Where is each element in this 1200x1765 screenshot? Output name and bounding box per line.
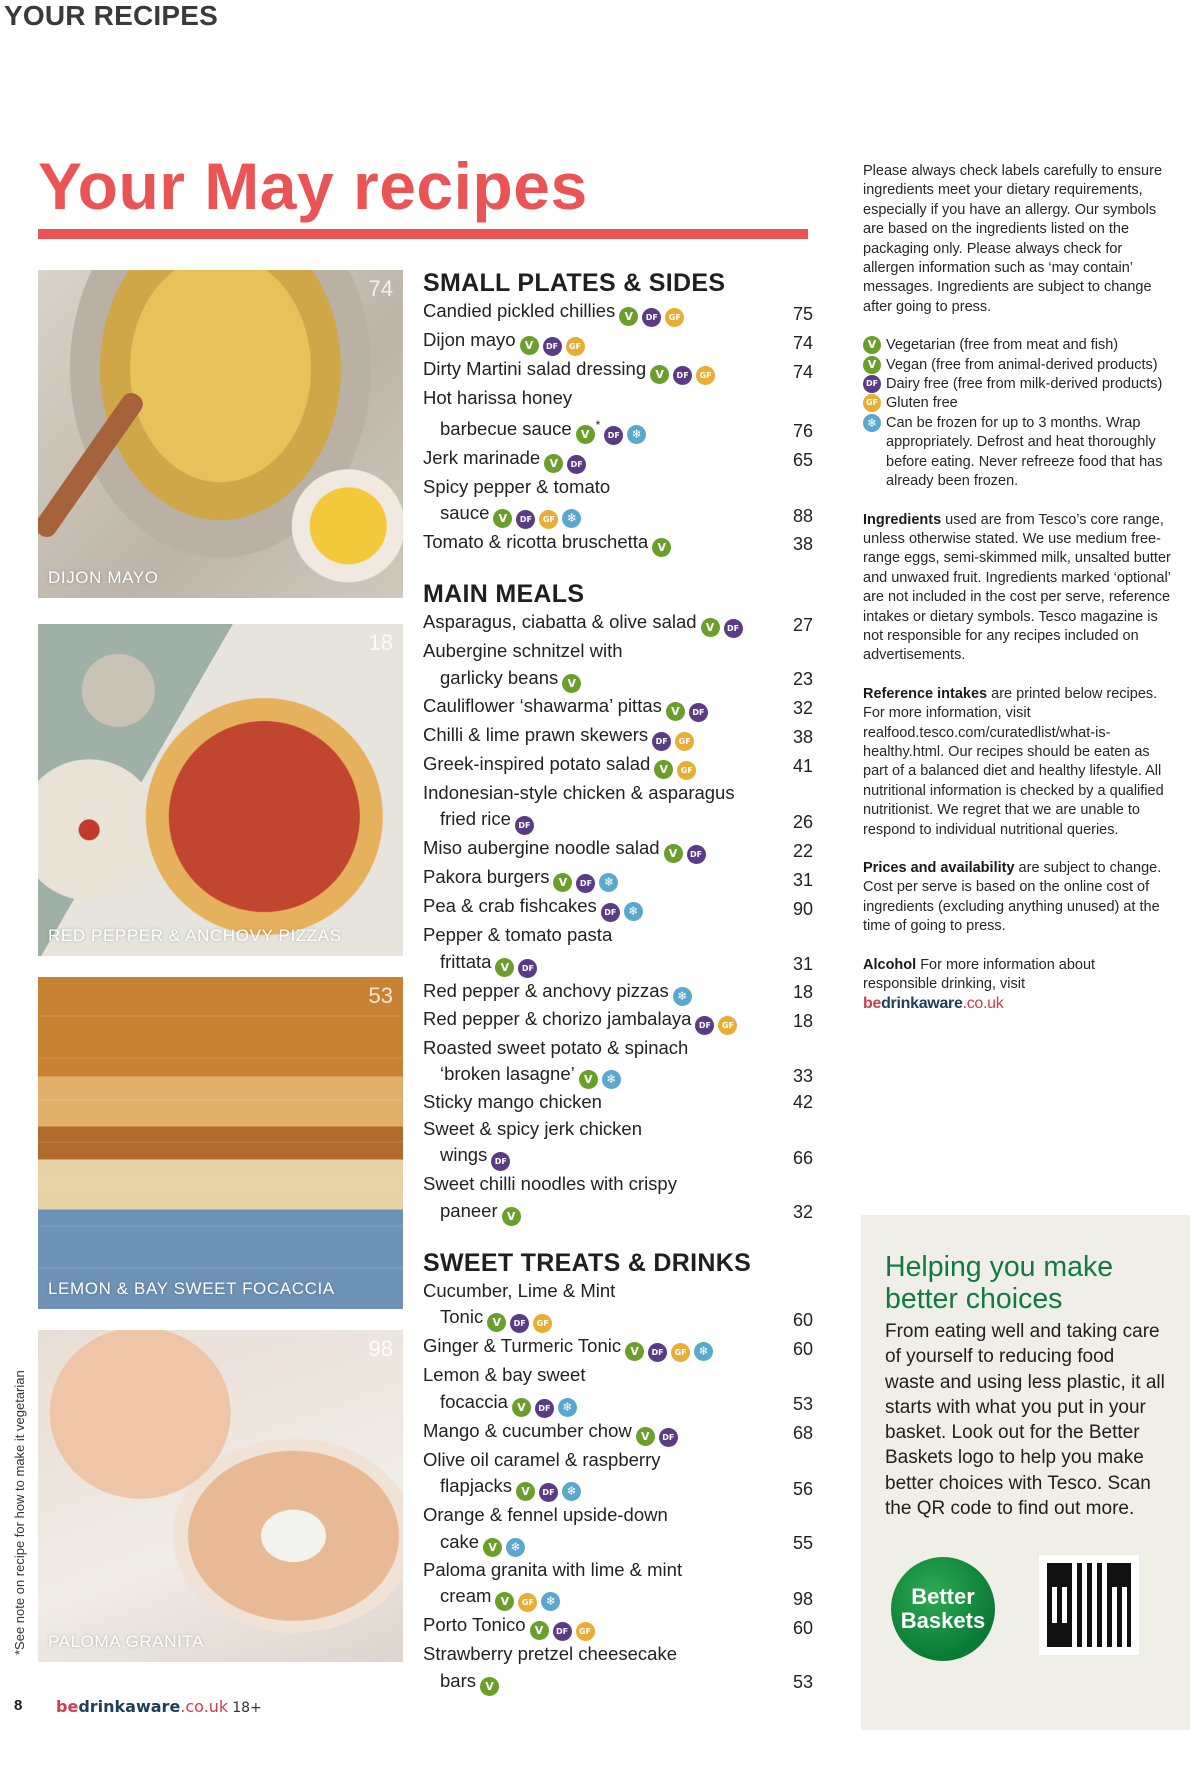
dairy-free-icon: DF [689,703,708,722]
qr-code-pattern [1047,1563,1131,1647]
recipe-entry[interactable] [423,1035,813,1090]
dairy-free-icon: DF [543,337,562,356]
recipe-entry[interactable] [423,693,813,722]
vegetarian-icon: V [579,1070,598,1089]
dairy-free-icon: DF [515,816,534,835]
dairy-free-icon: DF [516,510,535,529]
recipe-entry[interactable] [423,1641,813,1696]
vegan-icon: V [516,1482,535,1501]
recipe-page-number: 75 [792,303,813,324]
recipe-name: Red pepper & chorizo jambalaya [423,1007,692,1029]
symbol-legend [863,336,1173,491]
vegan-icon: V [544,454,563,473]
dairy-free-icon: DF [491,1152,510,1171]
recipe-page-number: 32 [792,698,813,718]
recipe-page-number: 23 [792,669,813,689]
recipe-name-continued: cream [440,1585,492,1606]
recipe-name: Paloma granita with lime & mint [423,1558,683,1580]
vegan-icon: V [664,844,683,863]
vegan-icon: V [493,509,512,528]
ingredients-heading: Ingredients [863,511,942,528]
recipe-entry[interactable] [423,1612,813,1641]
vegan-icon: V [650,365,669,384]
photo-red-pepper-pizzas [38,624,403,956]
recipe-page-number: 88 [792,505,813,526]
dairy-free-icon: DF [642,308,661,327]
recipe-name-continued: fried rice [440,808,511,829]
recipe-index [423,268,813,1718]
gluten-free-icon: GF [665,308,684,327]
recipe-name: Porto Tonico [423,1614,526,1635]
freezable-icon: ❄ [673,987,692,1006]
vegan-icon: V [666,702,685,721]
dairy-free-icon: DF [601,903,620,922]
gluten-free-icon: GF [539,510,558,529]
recipe-entry[interactable] [423,1418,813,1447]
recipe-entry[interactable] [423,893,813,922]
recipe-entry[interactable] [423,356,813,385]
vegan-icon: V [512,1398,531,1417]
vegetarian-icon: V [654,760,673,779]
recipe-page-number: 98 [792,1588,813,1609]
recipe-name: Orange & fennel upside-down [423,1504,668,1525]
recipe-page-number: 33 [792,1065,813,1086]
recipe-entry[interactable] [423,1006,813,1035]
photo-paloma-granita [38,1330,403,1662]
recipe-name-continued: Tonic [440,1306,484,1327]
recipe-name-continued: garlicky beans [440,666,559,688]
photo-lemon-bay-focaccia [38,977,403,1309]
vegetarian-icon: V [562,674,581,693]
recipe-page-number: 41 [792,756,813,776]
recipe-entry[interactable] [423,1333,813,1362]
recipe-entry[interactable] [423,385,813,445]
recipe-name: Strawberry pretzel cheesecake [423,1643,677,1664]
prices-heading: Prices and availability [863,860,1015,876]
freezable-icon: ❄ [562,509,581,528]
dairy-free-icon: DF [652,732,671,751]
recipe-name-continued: barbecue sauce [440,417,572,439]
recipe-name: Hot harissa honey [423,387,573,408]
gluten-free-icon: GF [566,337,585,356]
vegetarian-icon: V [863,336,881,354]
vegetarian-icon: V [495,958,514,977]
vegan-icon: V [487,1313,506,1332]
recipe-page-number: 53 [792,1394,813,1414]
vegetarian-icon: V [520,336,539,355]
better-baskets-body: From eating well and taking care of yourself to reducing food waste and using less plastic, it all starts with what you put in your basket. Look out for the Better Baskets logo to help you make better choices with Tesco. Scan the QR code to find out more. [885,1321,1165,1520]
dairy-free-icon: DF [576,874,595,893]
vegan-icon: V [636,1427,655,1446]
freezable-icon: ❄ [627,425,646,444]
drinkaware-link[interactable]: bedrinkaware.co.uk [863,995,1004,1013]
recipe-entry[interactable] [423,1362,813,1418]
recipe-entry[interactable] [423,1089,813,1116]
freezable-icon: ❄ [558,1398,577,1417]
recipe-page-number: 74 [792,332,813,353]
freezable-icon: ❄ [863,414,881,432]
dairy-free-icon: DF [539,1483,558,1502]
dairy-free-icon: DF [604,426,623,445]
photo-page-number: 98 [368,1336,393,1361]
recipe-name: Cauliflower ‘shawarma’ pittas [423,694,662,716]
legend-item: DF Dairy free (free from milk-derived products) [863,375,1173,394]
dairy-free-icon: DF [659,1428,678,1447]
recipe-name: Pea & crab fishcakes [423,895,597,916]
recipe-entry[interactable] [423,327,813,356]
recipe-category [423,268,813,557]
recipe-name: Candied pickled chillies [423,300,616,321]
photo-caption: LEMON & BAY SWEET FOCACCIA [48,1279,335,1298]
recipe-page-number: 66 [792,1147,813,1168]
recipe-name: Lemon & bay sweet [423,1364,586,1385]
freezable-icon: ❄ [694,1342,713,1361]
reference-intakes-heading: Reference intakes [863,685,988,702]
vegan-icon: V [701,618,720,637]
dairy-free-icon: DF [553,1622,572,1641]
recipe-entry[interactable] [423,474,813,530]
gluten-free-icon: GF [576,1622,595,1641]
dairy-free-icon: DF [510,1314,529,1333]
recipe-page-number: 42 [792,1092,813,1112]
recipe-name: Dijon mayo [423,329,516,350]
vegetarian-icon: V [495,1592,514,1611]
recipe-name: Chilli & lime prawn skewers [423,723,649,745]
recipe-entry[interactable] [423,780,813,836]
recipe-name: Olive oil caramel & raspberry [423,1448,661,1470]
gluten-free-icon: GF [696,366,715,385]
recipe-name: Cucumber, Lime & Mint [423,1279,616,1301]
gluten-free-icon: GF [671,1343,690,1362]
recipe-page-number: 18 [792,1011,813,1031]
gluten-free-icon: GF [675,732,694,751]
gluten-free-icon: GF [533,1314,552,1333]
recipe-page-number: 31 [792,869,813,890]
recipe-category [423,1248,813,1696]
recipe-page-number: 26 [792,811,813,832]
category-heading: MAIN MEALS [423,580,585,608]
recipe-name-continued: frittata [440,950,492,972]
freezable-icon: ❄ [599,873,618,892]
recipe-page-number: 38 [792,727,813,747]
alcohol-note: Alcohol For more information about responsible drinking, visit [863,956,1096,993]
page-number: 8 [14,1697,23,1714]
recipe-page-number: 76 [792,421,813,441]
recipe-page-number: 65 [792,450,813,470]
vegan-icon: V [625,1342,644,1361]
better-baskets-logo: Better Baskets [891,1557,995,1661]
recipe-name: Tomato & ricotta bruschetta [423,531,649,552]
footnote-asterisk: * [595,417,601,432]
recipe-entry[interactable] [423,1278,813,1334]
recipe-page-number: 60 [792,1338,813,1359]
recipe-page-number: 22 [792,840,813,861]
recipe-entry[interactable] [423,1502,813,1557]
gluten-free-icon: GF [863,394,881,412]
photo-caption: DIJON MAYO [48,568,159,587]
photo-caption: RED PEPPER & ANCHOVY PIZZAS [48,926,342,945]
vegan-icon: V [553,873,572,892]
recipe-name-continued: sauce [440,502,490,523]
vegetarian-icon: V [483,1538,502,1557]
dairy-free-icon: DF [518,959,537,978]
footer [14,1697,22,1715]
recipe-entry[interactable] [423,978,813,1006]
gluten-free-icon: GF [518,1593,537,1612]
vegan-icon: V [619,307,638,326]
dairy-free-icon: DF [535,1399,554,1418]
recipe-name: Pepper & tomato pasta [423,924,613,945]
recipe-name: Indonesian-style chicken & asparagus [423,781,735,803]
info-column [863,162,1173,1014]
recipe-category [423,579,813,1226]
dairy-free-icon: DF [863,375,881,393]
better-baskets-panel [861,1215,1190,1730]
freezable-icon: ❄ [602,1070,621,1089]
recipe-entry[interactable] [423,922,813,978]
allergy-note: Please always check labels carefully to ensure ingredients meet your dietary requirements, especially if you have an allergy. Our symbols are based on the ingredients listed on the packaging only. Please always check for allergen information such as ‘may contain’ messages. Ingredients are subject to change after going to press. [863,163,1163,315]
dairy-free-icon: DF [724,619,743,638]
recipe-name: Pakora burgers [423,866,550,887]
alcohol-heading: Alcohol [863,956,917,973]
recipe-name-continued: cake [440,1530,480,1552]
dairy-free-icon: DF [687,845,706,864]
vegan-icon: V [863,356,881,374]
recipe-name-continued: paneer [440,1199,498,1221]
photo-dijon-mayo [38,270,403,598]
recipe-entry[interactable] [423,1116,813,1172]
page-title: Your May recipes [38,149,588,223]
recipe-page-number: 56 [792,1478,813,1499]
recipe-name: Red pepper & anchovy pizzas [423,979,669,1001]
recipe-page-number: 74 [792,361,813,382]
recipe-page-number: 90 [792,898,813,919]
legend-item: V Vegetarian (free from meat and fish) [863,336,1173,355]
recipe-page-number: 31 [792,954,813,974]
recipe-entry[interactable] [423,529,813,557]
recipe-page-number: 60 [792,1617,813,1638]
recipe-entry[interactable] [423,609,813,638]
freezable-icon: ❄ [624,902,643,921]
prices-note: Prices and availability are subject to change. Cost per serve is based on the online cost of ingredients (excluding anything unused) at the time of going to press. [863,860,1162,935]
freezable-icon: ❄ [562,1482,581,1501]
recipe-entry[interactable] [423,751,813,780]
legend-item: GF Gluten free [863,394,1173,413]
recipe-entry[interactable] [423,445,813,474]
recipe-entry[interactable] [423,864,813,893]
vegetarian-icon: V [502,1207,521,1226]
recipe-name: Greek-inspired potato salad [423,752,651,774]
category-heading: SWEET TREATS & DRINKS [423,1248,752,1277]
gluten-free-icon: GF [718,1016,737,1035]
photo-page-number: 74 [368,276,393,301]
recipe-name-continued: bars [440,1669,476,1691]
recipe-page-number: 32 [792,1202,813,1222]
category-heading: SMALL PLATES & SIDES [423,269,726,297]
recipe-name-continued: ‘broken lasagne’ [440,1063,575,1084]
photo-page-number: 18 [368,630,393,655]
recipe-entry[interactable] [423,722,813,751]
reference-intakes-note: Reference intakes are printed below recipes. For more information, visit realfood.tesco.com/curatedlist/what-is-healthy.html. Our recipes should be eaten as part of a balanced diet and healthy lifestyle. All nutritional information is checked by a qualified nutritionist. We regret that we are unable to respond to individual nutritional queries. [863,685,1164,838]
recipe-entry[interactable] [423,638,813,693]
recipe-name: Asparagus, ciabatta & olive salad [423,611,697,632]
dairy-free-icon: DF [648,1343,667,1362]
title-rule [38,229,808,239]
legend-item: ❄ Can be frozen for up to 3 months. Wrap appropriately. Defrost and heat thoroughly before eating. Never refreeze food that has already been frozen. [863,414,1173,492]
legend-item: V Vegan (free from animal-derived products) [863,356,1173,375]
recipe-name: Dirty Martini salad dressing [423,358,647,379]
vegetarian-icon: V [576,425,595,444]
vegetarian-icon: V [480,1677,499,1696]
recipe-page-number: 53 [792,1672,813,1692]
dairy-free-icon: DF [673,366,692,385]
recipe-name: Sweet & spicy jerk chicken [423,1117,643,1139]
recipe-name: Aubergine schnitzel with [423,640,623,661]
recipe-entry[interactable] [423,298,813,327]
ingredients-note: Ingredients used are from Tesco’s core range, unless otherwise stated. We use medium free-range eggs, semi-skimmed milk, unsalted butter and unwaxed fruit. Ingredients marked ‘optional’ are not included in the cost per serve, reference intakes or dietary symbols. Tesco magazine is not responsible for any recipes included on advertisements. [863,511,1171,664]
recipe-name-continued: flapjacks [440,1475,512,1496]
recipe-name-continued: focaccia [440,1390,508,1412]
gluten-free-icon: GF [677,761,696,780]
recipe-page-number: 60 [792,1309,813,1330]
dairy-free-icon: DF [695,1016,714,1035]
recipe-entry[interactable] [423,1447,813,1503]
footer-drinkaware[interactable]: bedrinkaware.co.uk 18+ [56,1697,262,1716]
age-restriction: 18+ [232,1700,262,1716]
recipe-name: Spicy pepper & tomato [423,475,611,497]
recipe-page-number: 38 [792,533,813,554]
vegetarian-footnote: *See note on recipe for how to make it vegetarian [12,1370,27,1655]
recipe-page-number: 68 [792,1423,813,1443]
recipe-name: Ginger & Turmeric Tonic [423,1335,622,1356]
recipe-name: Mango & cucumber chow [423,1419,632,1441]
vegetarian-icon: V [652,538,671,557]
recipe-name: Miso aubergine noodle salad [423,837,660,858]
recipe-name: Jerk marinade [423,446,541,468]
photo-page-number: 53 [368,983,393,1008]
freezable-icon: ❄ [541,1592,560,1611]
better-baskets-title: Helping you make better choices [885,1251,1114,1315]
dairy-free-icon: DF [567,455,586,474]
recipe-name: Roasted sweet potato & spinach [423,1036,689,1058]
recipe-entry[interactable] [423,835,813,864]
recipe-name: Sticky mango chicken [423,1091,602,1112]
photo-caption: PALOMA GRANITA [48,1632,205,1651]
recipe-entry[interactable] [423,1171,813,1226]
recipe-page-number: 27 [792,614,813,635]
recipe-name-continued: wings [440,1144,488,1165]
freezable-icon: ❄ [506,1538,525,1557]
recipe-name: Sweet chilli noodles with crispy [423,1173,677,1194]
recipe-entry[interactable] [423,1557,813,1613]
section-tag: YOUR RECIPES [4,0,218,31]
vegetarian-icon: V [530,1621,549,1640]
recipe-page-number: 18 [792,982,813,1002]
recipe-page-number: 55 [792,1533,813,1553]
qr-code[interactable] [1039,1555,1139,1655]
